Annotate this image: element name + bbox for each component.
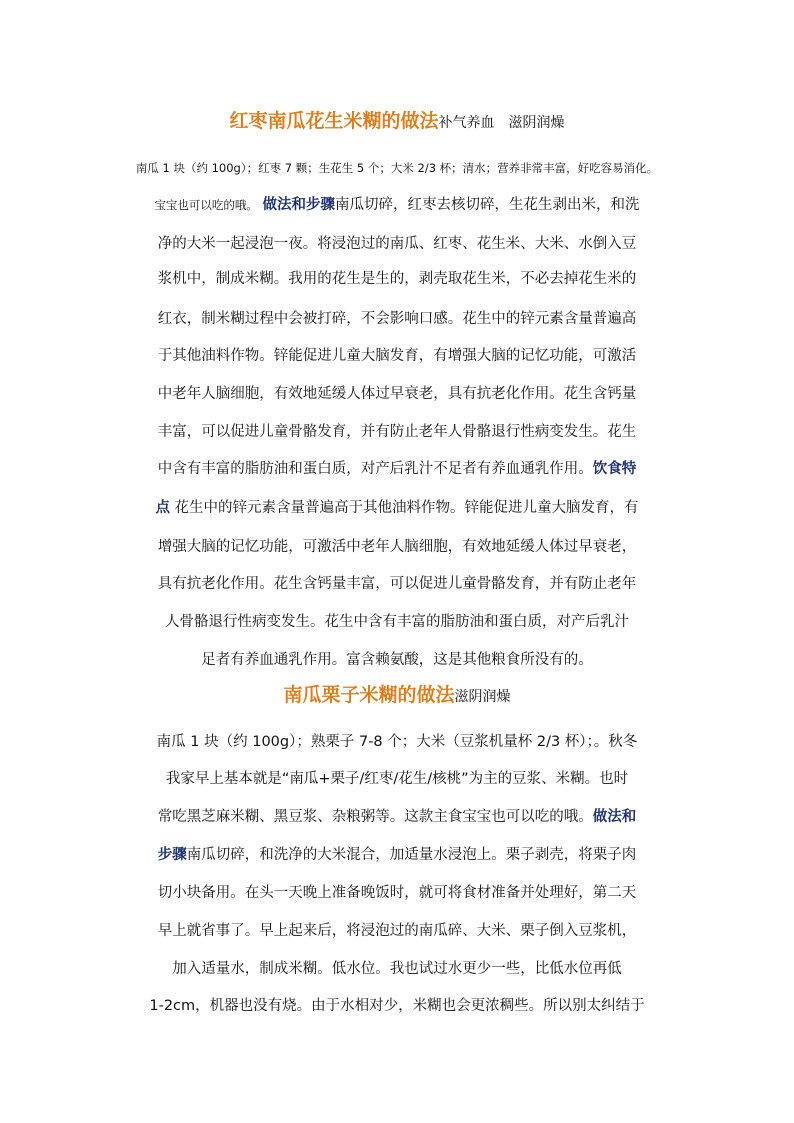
recipe2-text: 南瓜切碎，和洗净的大米混合，加适量水浸泡上。栗子剥壳，将栗子肉 [186, 847, 637, 863]
recipe1-line-3: 净的大米一起浸泡一夜。将浸泡过的南瓜、红枣、花生米、大米、水倒入豆 [157, 236, 637, 252]
recipe1-line-11: 增强大脑的记忆功能，可激活中老年人脑细胞，有效地延缓人体过早衰老， [157, 539, 637, 555]
recipe2-line-3 [0, 805, 794, 826]
recipe1-line-2 [0, 193, 794, 214]
recipe1-line-9 [0, 457, 794, 478]
recipe1-text: 中含有丰富的脂肪油和蛋白质，对产后乳汁不足者有养血通乳作用。 [157, 461, 593, 477]
recipe1-title: 红枣南瓜花生米糊的做法 [229, 110, 439, 132]
recipe2-method-heading-a: 做法和 [592, 809, 637, 825]
recipe2-method-heading-b: 步骤 [157, 847, 187, 863]
recipe2-line-1: 南瓜 1 块（约 100g）；熟栗子 7-8 个；大米（豆浆机量杯 2/3 杯）；。秋冬 [156, 734, 638, 750]
recipe1-line-7: 中老年人脑细胞，有效地延缓人体过早衰老，具有抗老化作用。花生含钙量 [157, 386, 637, 402]
recipe2-line-2: 我家早上基本就是“南瓜+栗子/红枣/花生/核桃”为主的豆浆、米糊。也时 [165, 771, 629, 787]
recipe1-line-5: 红衣，制米糊过程中会被打碎，不会影响口感。花生中的锌元素含量普遍高 [157, 311, 637, 327]
recipe1-diet-heading-a: 饮食特 [592, 461, 637, 477]
recipe1-text: 花生中的锌元素含量普遍高于其他油料作物。锌能促进儿童大脑发育，有 [169, 500, 639, 516]
recipe1-title-line [0, 106, 794, 133]
recipe2-subtitle: 滋阴润燥 [454, 689, 511, 705]
recipe2-line-4 [0, 843, 794, 864]
recipe1-text: 南瓜切碎，红枣去核切碎，生花生剥出米，和洗 [335, 197, 640, 213]
recipe1-line-8: 丰富，可以促进儿童骨骼发育，并有防止老年人骨骼退行性病变发生。花生 [157, 424, 637, 440]
recipe2-line-8: 1-2cm，机器也没有烧。由于水相对少，米糊也会更浓稠些。所以别太纠结于 [149, 998, 645, 1014]
recipe1-ingredients-tail: 宝宝也可以吃的哦。 [154, 198, 258, 212]
recipe2-text: 常吃黑芝麻米糊、黑豆浆、杂粮粥等。这款主食宝宝也可以吃的哦。 [157, 809, 593, 825]
recipe1-line-12: 具有抗老化作用。花生含钙量丰富，可以促进儿童骨骼发育，并有防止老年 [157, 576, 637, 592]
recipe1-line-13: 人骨骼退行性病变发生。花生中含有丰富的脂肪油和蛋白质，对产后乳汁 [165, 614, 629, 630]
recipe1-ingredients: 南瓜 1 块（约 100g）；红枣 7 颗；生花生 5 个；大米 2/3 杯；清水；营养非常丰富，好吃容易消化。 [135, 161, 659, 175]
recipe1-line-4: 浆机中，制成米糊。我用的花生是生的，剥壳取花生米，不必去掉花生米的 [157, 271, 637, 287]
recipe1-line-10 [0, 496, 794, 517]
recipe1-diet-heading-b: 点 [155, 500, 170, 516]
recipe1-line-6: 于其他油料作物。锌能促进儿童大脑发育，有增强大脑的记忆功能，可激活 [157, 348, 637, 364]
recipe2-line-5: 切小块备用。在头一天晚上准备晚饭时，就可将食材准备并处理好，第二天 [157, 885, 637, 901]
recipe2-title: 南瓜栗子米糊的做法 [283, 684, 455, 706]
recipe2-line-7: 加入适量水，制成米糊。低水位。我也试过水更少一些，比低水位再低 [172, 961, 622, 977]
recipe1-subtitle-a: 补气养血 [438, 115, 495, 131]
recipe1-subtitle-b: 滋阴润燥 [508, 115, 565, 131]
recipe1-line-14: 足者有养血通乳作用。富含赖氨酸，这是其他粮食所没有的。 [201, 652, 593, 668]
recipe1-method-heading: 做法和步骤 [262, 197, 336, 213]
recipe2-title-line [0, 680, 794, 707]
recipe2-line-6: 早上就省事了。早上起来后，将浸泡过的南瓜碎、大米、栗子倒入豆浆机， [157, 923, 637, 939]
